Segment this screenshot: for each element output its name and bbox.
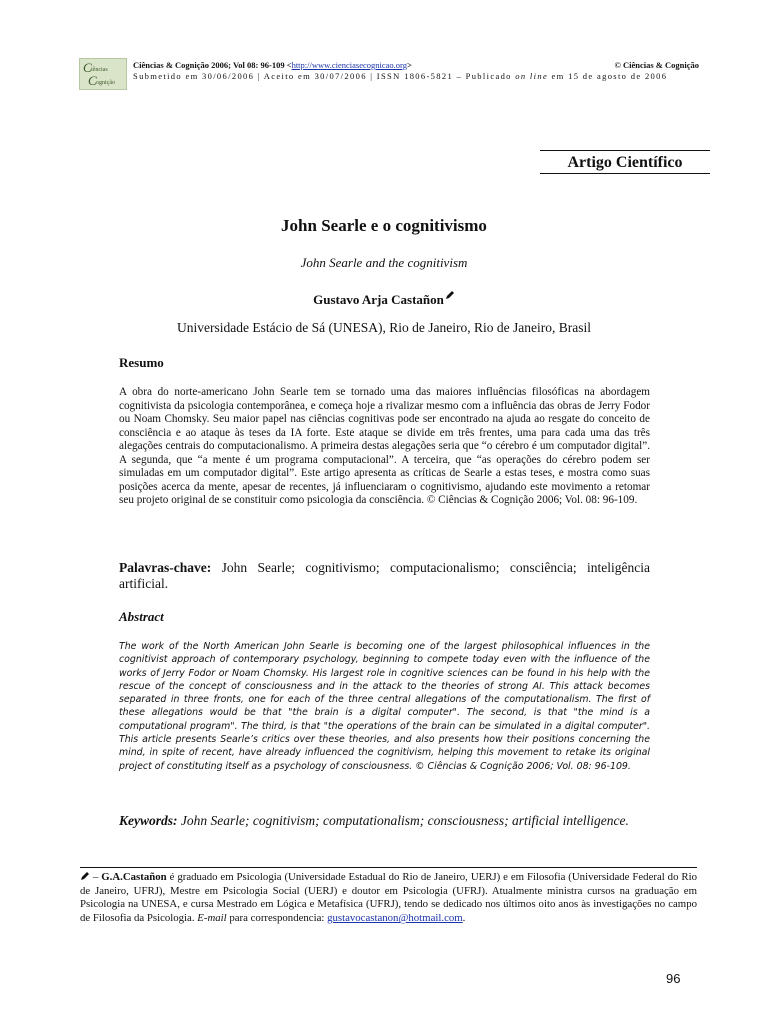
copyright: © Ciências & Cognição xyxy=(614,60,699,70)
submission-line: Submetido em 30/06/2006 | Aceito em 30/07/2006 | ISSN 1806-5821 – Publicado on line em 15 de agosto de 2006 xyxy=(133,71,668,81)
palavras-chave xyxy=(119,560,650,592)
section-label: Artigo Científico xyxy=(540,150,710,174)
abstract-text: The work of the North American John Searle is becoming one of the largest philosophical influences in the cognitivist approach of contemporary psychology, beginning to compete today even with the influence of the works of Jerry Fodor or Noam Chomsky. His largest role in cognitive sciences can be found in his help with the rescue of the concept of consciousness and in the attack to the theories of strong AI. This attack becomes separated in three fronts, one for each of the three central allegations of the computationalism. The first of these allegations would be that "the brain is a digital computer". The second, is that "the mind is a computational program". The third, is that "the operations of the brain can be simulated in a digital computer". This article presents Searle’s critics over these theories, and also presents how their positions concerning the mind, in spite of recent, have already influenced the cognitivism, helping this movement to retake its original project of constituting itself as a psychology of consciousness. © Ciências & Cognição 2006; Vol. 08: 96-109. xyxy=(119,641,650,772)
svg-text:C: C xyxy=(88,73,97,88)
logo-text-bottom: ognição xyxy=(96,80,115,86)
article-subtitle: John Searle and the cognitivism xyxy=(300,255,468,270)
email-link[interactable]: gustavocastanon@hotmail.com xyxy=(327,912,463,925)
resumo-text: A obra do norte-americano John Searle tem se tornado uma das maiores influências filosóficas na abordagem cognitivista da psicologia contemporânea, e começa hoje a rivalizar mesmo com a influência das obras de Jerry Fodor ou Noam Chomsky. Seu maior papel nas ciências cognitivas pode ser encontrado na ajuda ao resgate do conceito de consciência e ao ataque às teses da IA forte. Este ataque se divide em três frentes, uma para cada uma das três alegações centrais do computacionalismo. A primeira destas alegações seria que “o cérebro é um computador digital”. A segunda, que “a mente é um programa computacional”. A terceira, que “as operações do cérebro podem ser simuladas em um computador digital”. Este artigo apresenta as críticas de Searle a estas teses, e mostra como suas posições acerca da mente, apesar de recentes, já influenciaram o cognitivismo, ajudando este movimento a retomar seu projeto original de se constituir como psicologia da consciência. © Ciências & Cognição 2006; Vol. 08: 96-109. xyxy=(119,386,650,506)
journal-reference: Ciências & Cognição 2006; Vol 08: 96-109 <http://www.cienciasecognicao.org> xyxy=(133,60,412,70)
keywords-label: Keywords: xyxy=(119,813,178,828)
journal-link[interactable]: http://www.cienciasecognicao.org xyxy=(291,60,407,70)
abstract-heading: Abstract xyxy=(119,609,164,624)
palavras-chave-text: John Searle; cognitivismo; computacionalismo; consciência; inteligência artificial. xyxy=(119,560,650,591)
pen-icon xyxy=(80,871,90,881)
affiliation: Universidade Estácio de Sá (UNESA), Rio de Janeiro, Rio de Janeiro, Brasil xyxy=(177,320,591,335)
pen-icon xyxy=(445,288,455,298)
header-line-1 xyxy=(133,60,699,70)
resumo-heading: Resumo xyxy=(119,355,164,370)
logo-text-top: iências xyxy=(91,67,108,73)
footnote-author-name: G.A.Castañon xyxy=(101,871,167,883)
article-title: John Searle e o cognitivismo xyxy=(281,216,487,235)
keywords-text: John Searle; cognitivism; computationalism; consciousness; artificial intelligence. xyxy=(177,813,629,828)
footnote-divider xyxy=(80,867,697,868)
journal-logo xyxy=(79,58,127,90)
page-number: 96 xyxy=(666,971,681,986)
keywords xyxy=(119,813,650,829)
palavras-chave-label: Palavras-chave: xyxy=(119,560,212,575)
author-footnote: – G.A.Castañon é graduado em Psicologia (Universidade Estadual do Rio de Janeiro, UERJ) e em Filosofia (Universidade Federal do Rio de Janeiro, UFRJ), Mestre em Psicologia Social (UERJ) e doutor em Psicologia (UFRJ). Atualmente ministra cursos na graduação em Psicologia na UNESA, e cursa Mestrado em Lógica e Metafísica (UFRJ), tendo se dedicado nos últimos oito anos às investigações no campo de Filosofia da Psicologia. E-mail para correspondencia: gustavocastanon@hotmail.com. xyxy=(80,871,697,925)
svg-text:C: C xyxy=(83,60,92,75)
author xyxy=(0,288,768,308)
author-name: Gustavo Arja Castañon xyxy=(313,292,444,307)
